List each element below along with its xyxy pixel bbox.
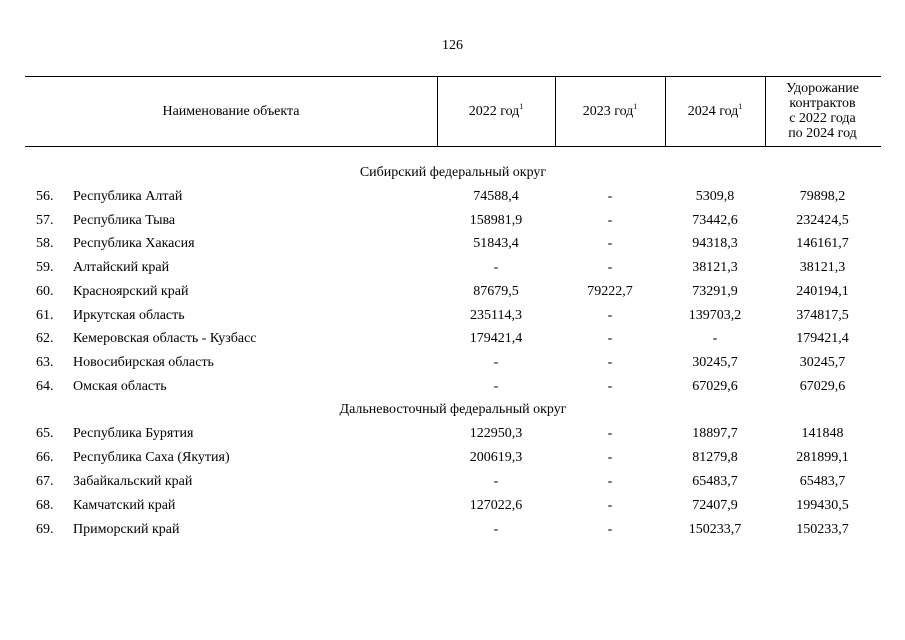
row-name: Кемеровская область - Кузбасс — [73, 331, 257, 346]
cell-increase: 374817,5 — [796, 308, 849, 323]
cell-increase: 240194,1 — [796, 284, 849, 299]
table-row — [0, 189, 905, 209]
row-name: Иркутская область — [73, 308, 185, 323]
table-row — [0, 260, 905, 280]
section-title: Сибирский федеральный округ — [359, 165, 547, 180]
table-row — [0, 498, 905, 518]
cell-2022: 179421,4 — [469, 331, 523, 346]
page-number: 126 — [442, 38, 463, 53]
cell-increase: 65483,7 — [799, 474, 846, 489]
cell-increase: 146161,7 — [796, 236, 849, 251]
section-title: Дальневосточный федеральный округ — [339, 402, 567, 417]
cell-2023: - — [607, 498, 613, 513]
cell-2023: - — [607, 522, 613, 537]
row-number: 68. — [36, 498, 54, 513]
row-number: 56. — [36, 189, 54, 204]
row-name: Республика Хакасия — [73, 236, 195, 251]
cell-increase: 38121,3 — [799, 260, 846, 275]
row-number: 59. — [36, 260, 54, 275]
row-name: Республика Тыва — [73, 213, 176, 228]
header-increase-line: по 2024 год — [788, 126, 857, 141]
cell-2023: 79222,7 — [587, 284, 633, 299]
row-number: 69. — [36, 522, 54, 537]
cell-2024: 73291,9 — [692, 284, 738, 299]
row-name: Алтайский край — [73, 260, 170, 275]
header-name-label: Наименование объекта — [162, 103, 300, 119]
cell-2022: - — [493, 355, 499, 370]
cell-2023: - — [607, 213, 613, 228]
row-name: Омская область — [73, 379, 167, 394]
header-name — [25, 76, 437, 146]
cell-2022: 87679,5 — [473, 284, 519, 299]
cell-2022: - — [493, 474, 499, 489]
header-2023 — [555, 76, 665, 146]
cell-2024: 139703,2 — [688, 308, 742, 323]
row-number: 60. — [36, 284, 54, 299]
cell-2024: 67029,6 — [692, 379, 738, 394]
cell-2024: 38121,3 — [692, 260, 738, 275]
row-number: 57. — [36, 213, 54, 228]
cell-2022: - — [493, 522, 499, 537]
row-name: Республика Алтай — [73, 189, 183, 204]
cell-2023: - — [607, 308, 613, 323]
row-number: 65. — [36, 426, 54, 441]
cell-2023: - — [607, 189, 613, 204]
row-name: Забайкальский край — [73, 474, 193, 489]
cell-2024: 30245,7 — [692, 355, 738, 370]
cell-increase: 150233,7 — [796, 522, 849, 537]
cell-2024: 18897,7 — [692, 426, 738, 441]
table-row — [0, 355, 905, 375]
row-number: 64. — [36, 379, 54, 394]
table-row — [0, 474, 905, 494]
cell-2023: - — [607, 355, 613, 370]
cell-2023: - — [607, 236, 613, 251]
cell-2022: 235114,3 — [470, 308, 522, 323]
row-number: 61. — [36, 308, 54, 323]
cell-2023: - — [607, 331, 613, 346]
table-row — [0, 331, 905, 351]
table-row — [0, 236, 905, 256]
row-name: Республика Бурятия — [73, 426, 194, 441]
cell-increase: 179421,4 — [796, 331, 849, 346]
header-2022 — [437, 76, 555, 146]
table-row — [0, 522, 905, 542]
table-row — [0, 308, 905, 328]
cell-2022: 200619,3 — [469, 450, 523, 465]
cell-2022: - — [493, 260, 499, 275]
row-name: Красноярский край — [73, 284, 189, 299]
cell-2024: 72407,9 — [692, 498, 738, 513]
cell-2024: 81279,8 — [692, 450, 738, 465]
cell-increase: 141848 — [801, 426, 844, 441]
cell-2023: - — [607, 260, 613, 275]
table-row — [0, 379, 905, 399]
footnote-mark: 1 — [519, 101, 524, 111]
row-number: 62. — [36, 331, 54, 346]
header-increase — [765, 76, 880, 146]
cell-2024: 65483,7 — [692, 474, 738, 489]
cell-2022: 158981,9 — [469, 213, 523, 228]
cell-2024: 94318,3 — [692, 236, 738, 251]
cell-2023: - — [607, 426, 613, 441]
cell-2024: 150233,7 — [688, 522, 742, 537]
cell-2022: 127022,6 — [469, 498, 523, 513]
header-2022-label: 2022 год — [468, 103, 520, 119]
row-name: Республика Саха (Якутия) — [73, 450, 230, 465]
row-name: Новосибирская область — [73, 355, 214, 370]
header-increase-line: Удорожание — [786, 81, 859, 96]
cell-increase: 30245,7 — [799, 355, 846, 370]
row-number: 66. — [36, 450, 54, 465]
cell-2023: - — [607, 450, 613, 465]
footnote-mark: 1 — [738, 101, 743, 111]
table-row — [0, 213, 905, 233]
cell-2022: 122950,3 — [469, 426, 523, 441]
cell-increase: 281899,1 — [796, 450, 849, 465]
cell-2024: - — [712, 331, 718, 346]
cell-2024: 73442,6 — [692, 213, 738, 228]
cell-2022: - — [493, 379, 499, 394]
cell-increase: 199430,5 — [796, 498, 849, 513]
footnote-mark: 1 — [633, 101, 638, 111]
row-number: 63. — [36, 355, 54, 370]
cell-2022: 74588,4 — [473, 189, 519, 204]
cell-2023: - — [607, 379, 613, 394]
header-increase-line: с 2022 года — [789, 111, 856, 126]
table-row — [0, 426, 905, 446]
header-2023-label: 2023 год — [582, 103, 634, 119]
table-row — [0, 450, 905, 470]
cell-2023: - — [607, 474, 613, 489]
row-name: Камчатский край — [73, 498, 176, 513]
cell-increase: 232424,5 — [796, 213, 849, 228]
row-name: Приморский край — [73, 522, 180, 537]
row-number: 67. — [36, 474, 54, 489]
row-number: 58. — [36, 236, 54, 251]
header-2024-label: 2024 год — [687, 103, 739, 119]
cell-increase: 67029,6 — [799, 379, 846, 394]
header-bottom-rule — [25, 146, 881, 147]
header-2024 — [665, 76, 765, 146]
table-row — [0, 284, 905, 304]
cell-2024: 5309,8 — [695, 189, 735, 204]
header-increase-line: контрактов — [789, 96, 856, 111]
cell-increase: 79898,2 — [799, 189, 846, 204]
cell-2022: 51843,4 — [473, 236, 519, 251]
